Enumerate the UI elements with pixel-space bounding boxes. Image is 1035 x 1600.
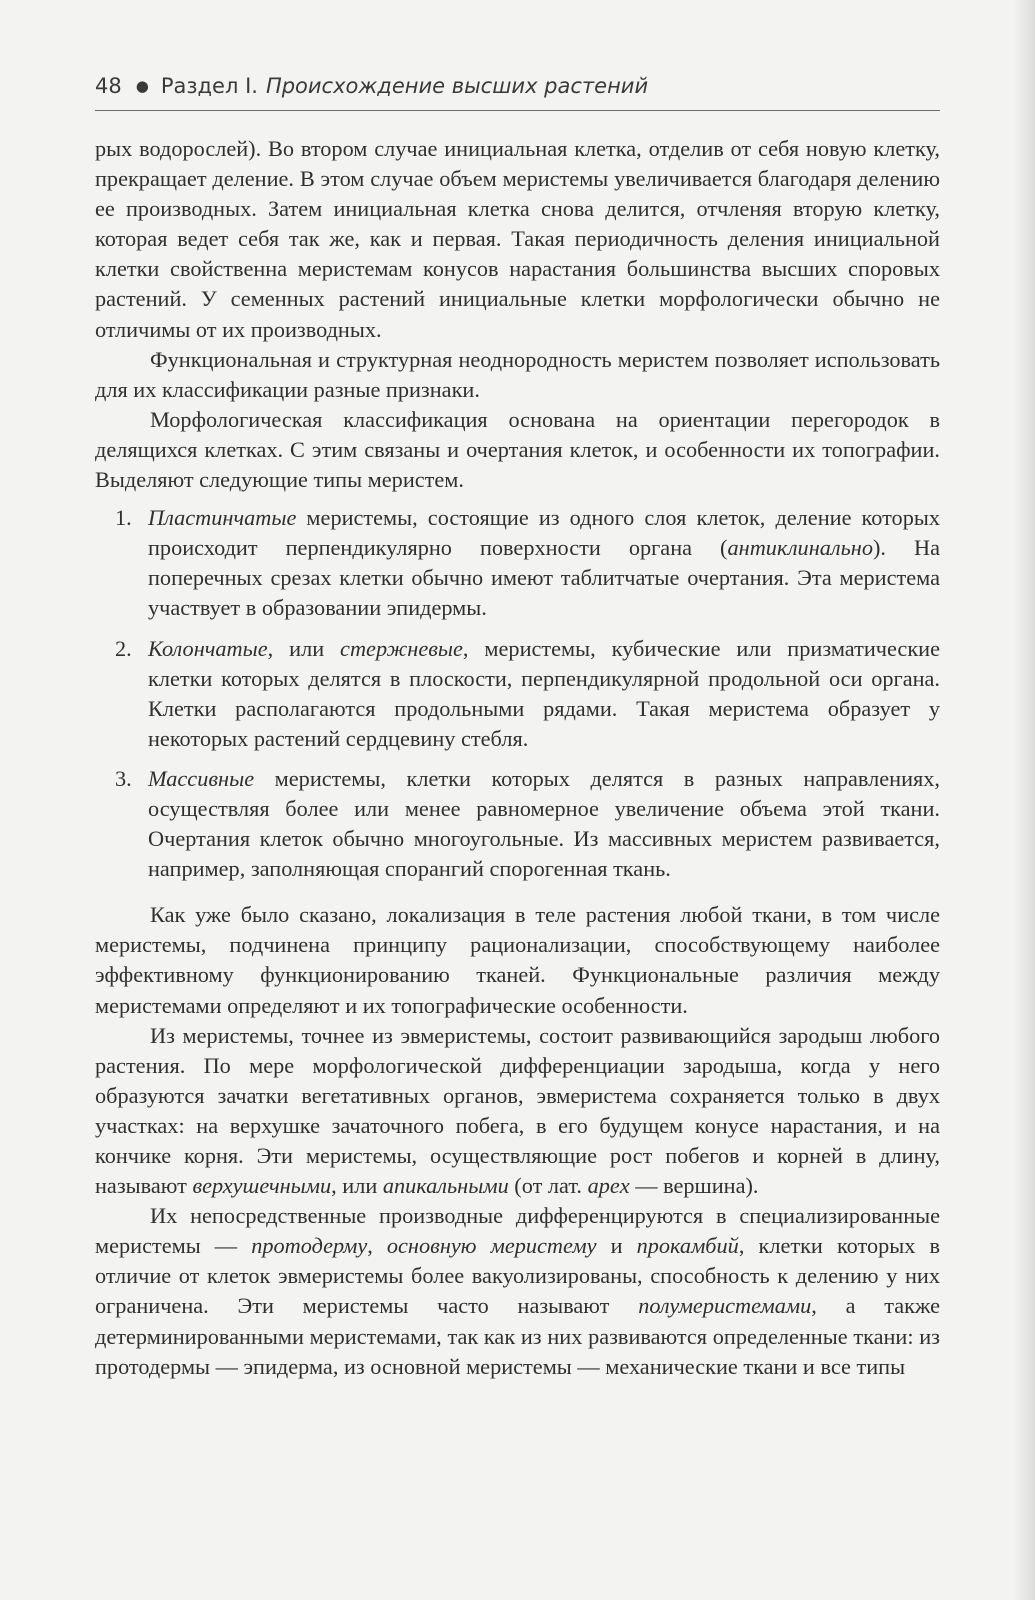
paragraph: Как уже было сказано, локализация в теле растения любой ткани, в том числе меристемы, подчинена принципу рационализации, способствующему наиболее эффективному функционированию тканей. Функциональные различия между меристемами определяют и их топографические особенности. [95, 902, 940, 1018]
paragraph-text: , или [331, 1173, 383, 1199]
paragraph-text: (от лат. [508, 1173, 588, 1199]
list-text: , меристемы, кубические или призматические клетки которых делятся в плоскости, перпендикулярной продольной оси органа. Клетки располагаются продольными рядами. Такая меристема образует у некоторых растений сердцевину стебля. [148, 635, 940, 751]
page-number: 48 [95, 74, 122, 98]
paragraph-text: Их непосредственные производные дифференцируются в специализированные меристемы — [95, 1203, 940, 1259]
page-body [95, 134, 940, 1382]
section-title: Происхождение высших растений [265, 74, 649, 98]
paragraph-text: , а также детерминированными меристемами, так как из них развиваются определенные ткани: из протодермы — эпидерма, из основной меристемы — механические ткани и все типы [95, 1293, 940, 1379]
term: прокамбий [636, 1233, 739, 1259]
term: Колончатые [148, 635, 268, 661]
paragraph: Морфологическая классификация основана на ориентации перегородок в делящихся клетках. С этим связаны и очертания клеток, и особенности их топографии. Выделяют следующие типы меристем. [95, 406, 940, 493]
term: основную меристему [386, 1233, 597, 1259]
list-item [95, 634, 940, 754]
page-edge-shadow [1013, 0, 1035, 1600]
term: антиклинально [727, 535, 873, 561]
term: верхушечными [192, 1173, 332, 1199]
meristem-types-list [95, 503, 940, 884]
paragraph: рых водорослей). Во втором случае инициальная клетка, отделив от себя новую клетку, прекращает деление. В этом случае объем меристемы увеличивается благодаря делению ее производных. Затем инициальная клетка снова делится, отчленяя вторую клетку, которая ведет себя так же, как и первая. Такая периодичность деления инициальной клетки свойственна меристемам конусов нарастания большинства высших споровых растений. У семенных растений инициальные клетки морфологически обычно не отличимы от их производных. [95, 136, 940, 342]
running-header [95, 74, 940, 98]
term: apex [587, 1173, 630, 1199]
term: Массивные [148, 765, 255, 791]
paragraph-text: , клетки которых в отличие от клеток эвмеристемы более вакуолизированы, способность к делению у них ограничена. Эти меристемы часто называют [95, 1233, 940, 1319]
list-number: 2. [115, 635, 132, 661]
term: протодерму [251, 1233, 368, 1259]
paragraph [95, 1021, 940, 1202]
list-item [95, 503, 940, 623]
paragraph-text: Из меристемы, точнее из эвмеристемы, состоит развивающийся зародыш любого растения. По мере морфологической дифференциации зародыша, когда у него образуются зачатки вегетативных органов, эвмеристема сохраняется только в двух участках: на верхушке зачаточного побега, в его будущем конусе нарастания, и на кончике корня. Эти меристемы, осуществляющие рост побегов и корней в длину, называют [95, 1022, 940, 1199]
list-text: ). На поперечных срезах клетки обычно имеют таблитчатые очертания. Эта меристема участвует в образовании эпидермы. [148, 535, 941, 621]
paragraph-text: , [367, 1233, 387, 1259]
term: апикальными [382, 1173, 509, 1199]
bullet-separator: ● [135, 77, 149, 95]
term: стержневые [340, 635, 463, 661]
term: полумеристемами [638, 1293, 812, 1319]
paragraph: Функциональная и структурная неоднородность меристем позволяет использовать для их классификации разные признаки. [95, 346, 940, 402]
list-number: 1. [115, 505, 132, 531]
paragraph-text: и [596, 1233, 637, 1259]
list-text: меристемы, состоящие из одного слоя клеток, деление которых происходит перпендикулярно поверхности органа ( [148, 505, 940, 561]
term: Пластинчатые [148, 505, 297, 531]
paragraph [95, 1201, 940, 1382]
paragraph-text: — вершина). [629, 1173, 759, 1199]
header-rule [95, 110, 940, 111]
list-text: , или [267, 635, 341, 661]
list-number: 3. [115, 765, 132, 791]
section-label: Раздел I. [160, 74, 258, 98]
list-item [95, 764, 940, 884]
list-text: меристемы, клетки которых делятся в разных направлениях, осуществляя более или менее равномерное увеличение объема этой ткани. Очертания клеток обычно многоугольные. Из массивных меристем развивается, например, заполняющая спорангий спорогенная ткань. [148, 765, 940, 882]
